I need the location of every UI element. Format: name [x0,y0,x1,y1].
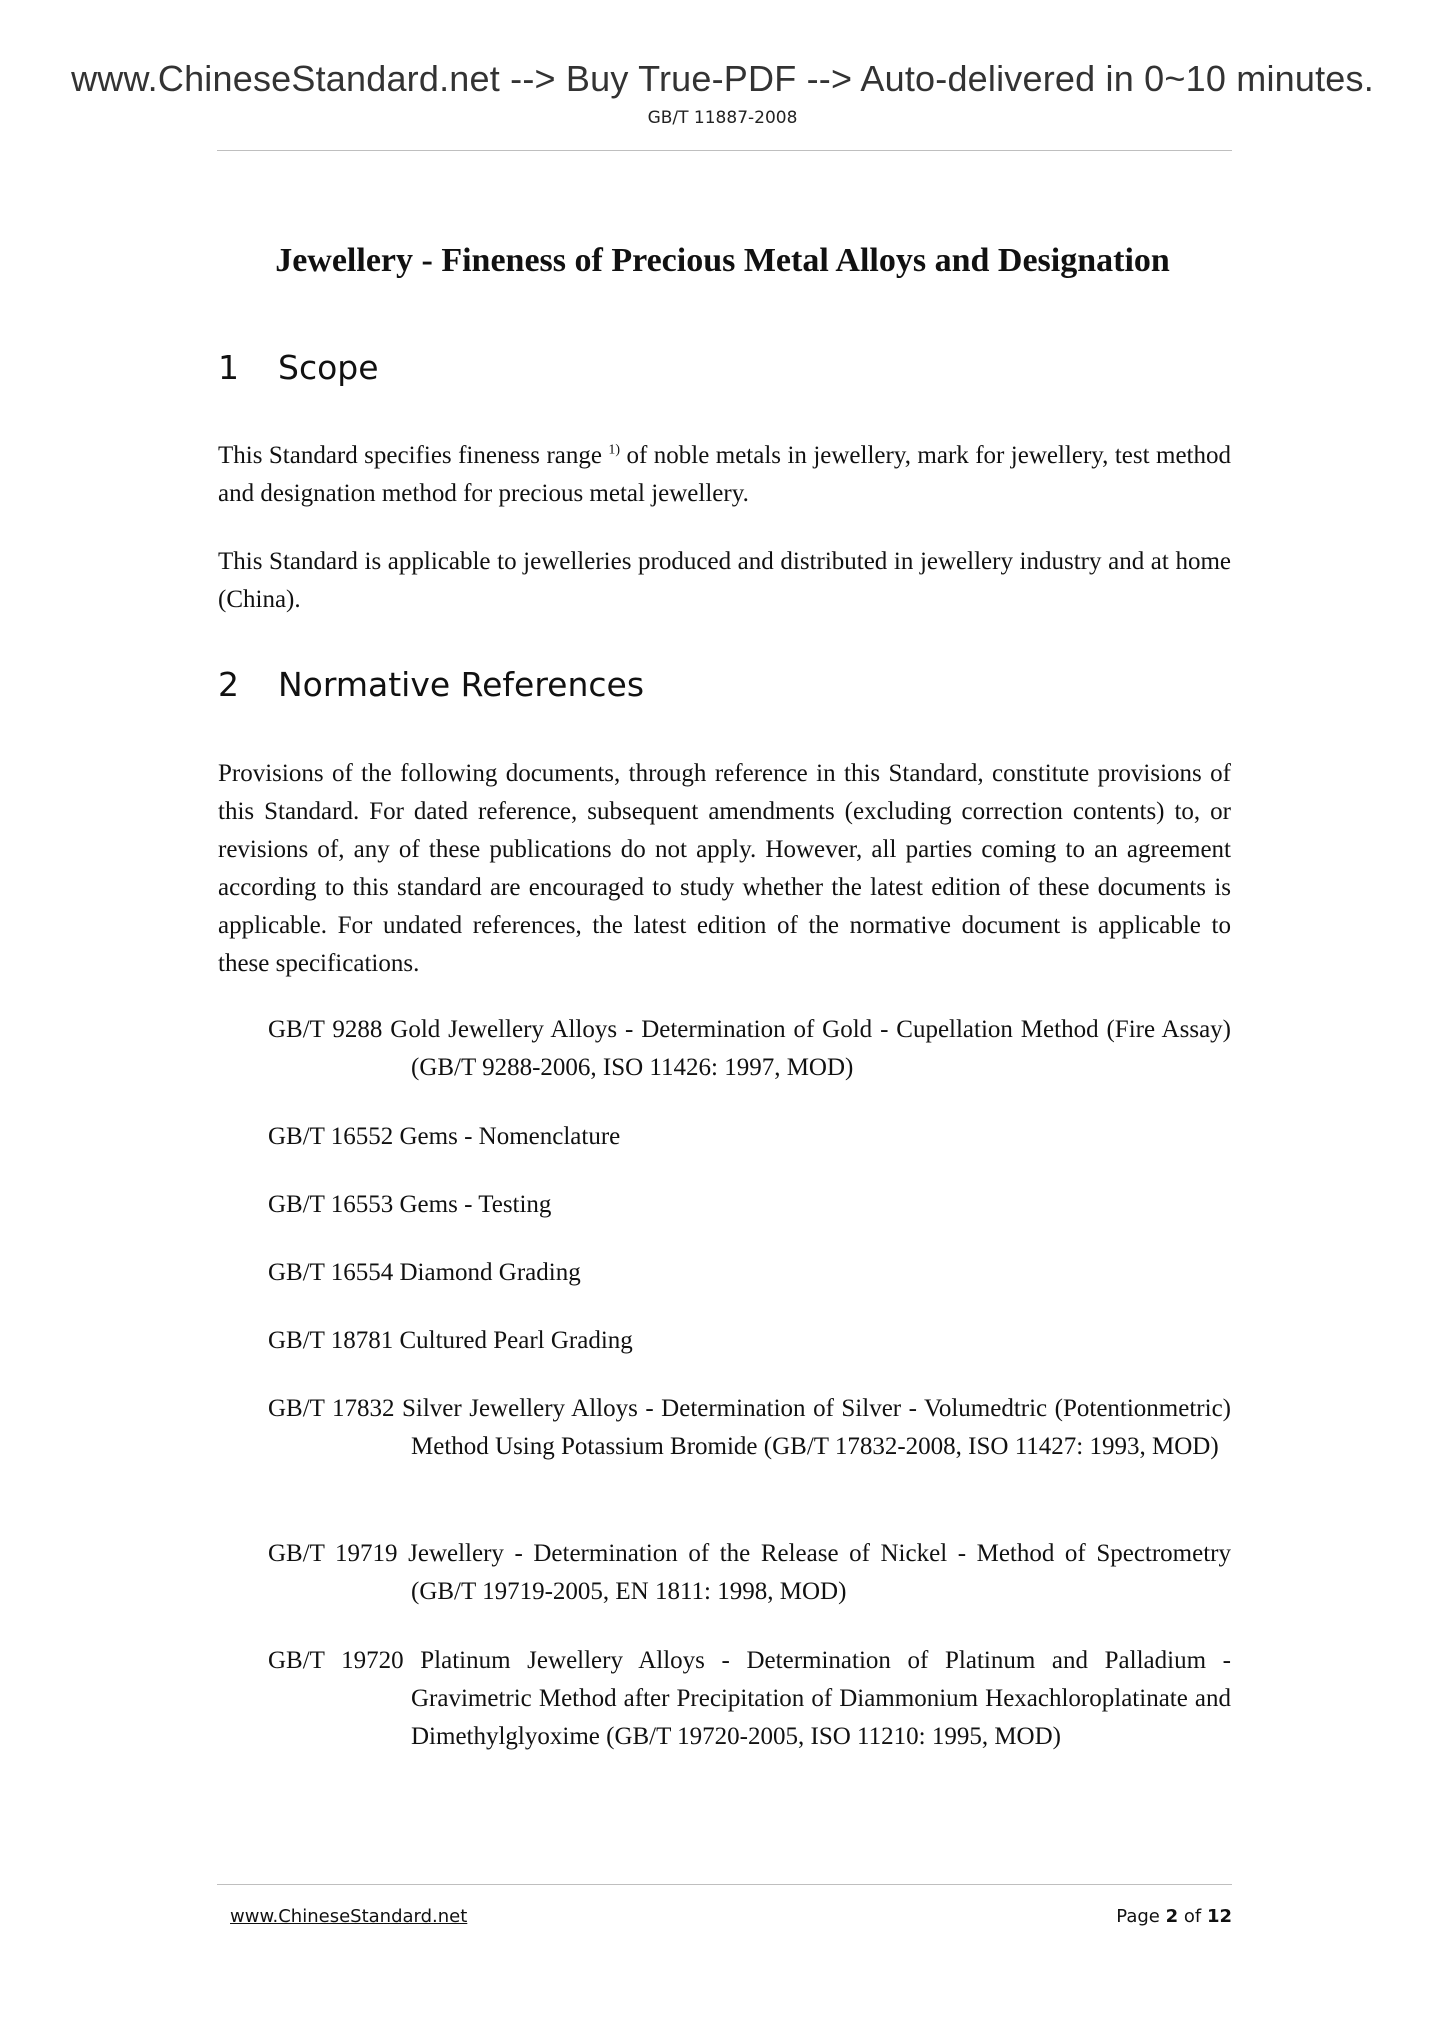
page-mid: of [1178,1906,1207,1927]
reference-item: GB/T 18781 Cultured Pearl Grading [268,1327,633,1354]
reference-item: GB/T 19720 Platinum Jewellery Alloys - Determination of Platinum and Palladium - Gravimetric Method after Precipitation of Diammonium Hexachloroplatinate and Dimethylglyoxime (GB/T 19720-2005, ISO 11210: 1995, MOD) [268,1647,1231,1750]
section-2-heading [218,665,644,704]
page-total: 12 [1206,1906,1232,1927]
references-intro: Provisions of the following documents, through reference in this Standard, constitute provisions of this Standard. For dated reference, subsequent amendments (excluding correction contents) to, or revisions of, any of these publications do not apply. However, all parties coming to an agreement according to this standard are encouraged to study whether the latest edition of these documents is applicable. For undated references, the latest edition of the normative document is applicable to these specifications. [218,760,1231,977]
footnote-marker: 1) [608,442,621,458]
footer-website-link[interactable]: www.ChineseStandard.net [230,1906,468,1927]
reference-item: GB/T 16552 Gems - Nomenclature [268,1123,621,1150]
reference-item: GB/T 16553 Gems - Testing [268,1191,552,1218]
section-1-number: 1 [218,348,239,387]
document-code: GB/T 11887-2008 [647,108,798,128]
reference-item: GB/T 9288 Gold Jewellery Alloys - Determination of Gold - Cupellation Method (Fire Assay) (GB/T 9288-2006, ISO 11426: 1997, MOD) [268,1016,1231,1081]
scope-paragraph-1 [218,437,1231,513]
footer-divider [217,1884,1232,1885]
scope-paragraph-2: This Standard is applicable to jewelleries produced and distributed in jewellery industry and at home (China). [218,548,1231,613]
scope-text-before: This Standard specifies fineness range [218,442,609,469]
section-2-title: Normative References [278,665,645,704]
scope-text-after: of noble metals in jewellery, mark for jewellery, test method and designation method for precious metal jewellery. [218,442,1232,507]
header-divider [217,150,1232,151]
header-banner[interactable]: www.ChineseStandard.net --> Buy True-PDF --> Auto-delivered in 0~10 minutes. [71,58,1374,99]
document-title: Jewellery - Fineness of Precious Metal Alloys and Designation [275,242,1170,279]
page-number [1116,1906,1232,1927]
reference-item: GB/T 16554 Diamond Grading [268,1259,581,1286]
section-1-title: Scope [278,348,379,387]
reference-item: GB/T 17832 Silver Jewellery Alloys - Determination of Silver - Volumedtric (Potentionmetric) Method Using Potassium Bromide (GB/T 17832-2008, ISO 11427: 1993, MOD) [268,1395,1231,1460]
reference-item: GB/T 19719 Jewellery - Determination of the Release of Nickel - Method of Spectrometry (GB/T 19719-2005, EN 1811: 1998, MOD) [268,1540,1231,1605]
page-current: 2 [1165,1906,1179,1927]
section-1-heading [218,348,379,387]
section-2-number: 2 [218,665,239,704]
page-prefix: Page [1116,1906,1166,1927]
